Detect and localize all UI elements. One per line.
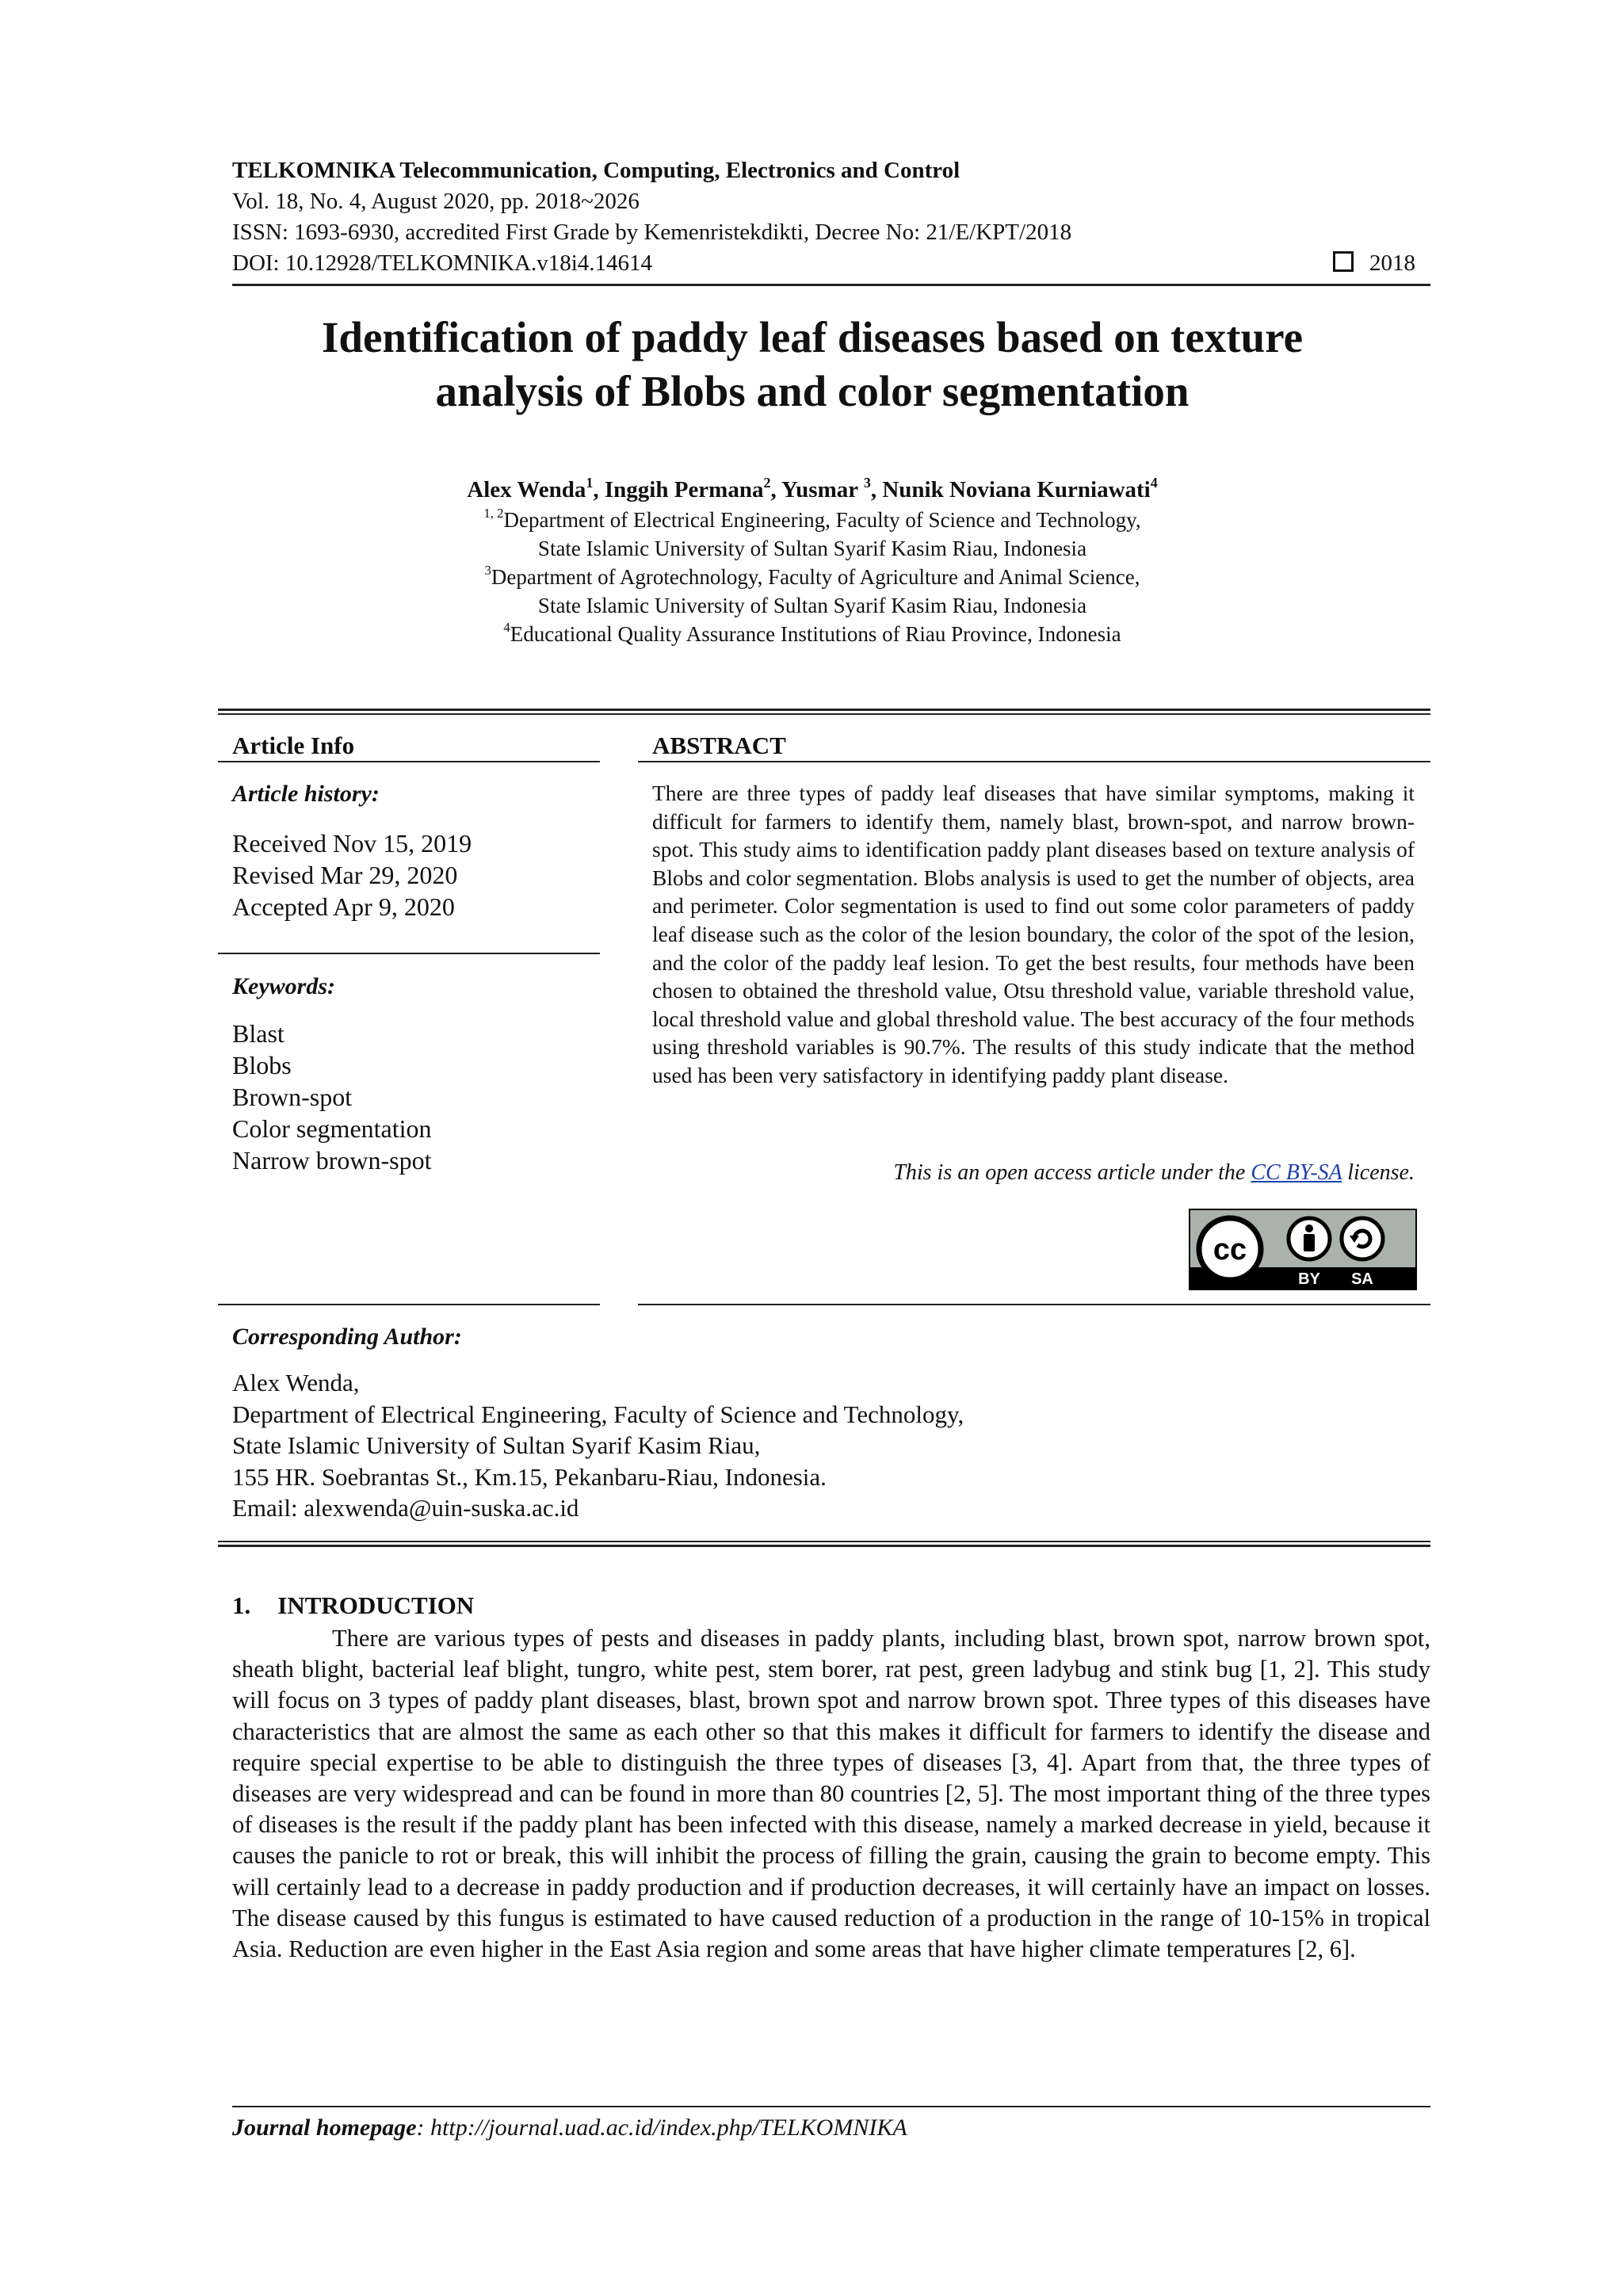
introduction-paragraph: There are various types of pests and diseases in paddy plants, including blast, brown spot, narrow brown spot, sheath blight, bacterial leaf blight, tungro, white pest, stem borer, rat pest, green ladybug and stink bug [1, 2]. This study will focus on 3 types of paddy plant diseases, blast, brown spot and narrow brown spot. Three types of this diseases have characteristics that are almost the same as each other so that this makes it difficult for farmers to identify the disease and require special expertise to be able to distinguish the three types of diseases [3, 4]. Apart from that, the three types of diseases are very widespread and can be found in more than 80 countries [2, 5]. The most important thing of the three types of diseases is the result if the paddy plant has been infected with this disease, namely a marked decrease in yield, because it causes the panicle to rot or break, this will inhibit the process of filling the grain, causing the grain to become empty. This will certainly lead to a decrease in paddy production and if production decreases, it will certainly have an impact on losses. The disease caused by this fungus is estimated to have caused reduction of a production in the range of 10-15% in tropical Asia. Reduction are even higher in the East Asia region and some areas that have higher climate temperatures [2, 6].	[232, 1625, 1430, 1963]
journal-volume: Vol. 18, No. 4, August 2020, pp. 2018~2026	[232, 189, 640, 214]
article-info-bottom-rule	[218, 1304, 600, 1305]
journal-issn: ISSN: 1693-6930, accredited First Grade by Kemenristekdikti, Decree No: 21/E/KPT/2018	[232, 220, 1072, 245]
square-bullet-icon	[1333, 251, 1354, 272]
corresponding-author-heading: Corresponding Author:	[232, 1324, 462, 1350]
affiliation-text: Educational Quality Assurance Institutions of Riau Province, Indonesia	[510, 622, 1121, 646]
abstract-rule	[638, 761, 1430, 762]
svg-text:cc: cc	[1212, 1233, 1247, 1266]
author-name: Yusmar	[781, 477, 858, 502]
corresponding-line: Email: alexwenda@uin-suska.ac.id	[232, 1494, 579, 1522]
introduction-number: 1.	[232, 1591, 251, 1619]
footer-url[interactable]: : http://journal.uad.ac.id/index.php/TELKOMNIKA	[416, 2115, 907, 2141]
abstract-bottom-rule	[638, 1304, 1430, 1305]
corresponding-line: Alex Wenda,	[232, 1369, 360, 1396]
cc-badge-graphic	[1189, 1209, 1417, 1290]
keyword-item: Blast	[232, 1019, 285, 1048]
affiliation-line	[182, 563, 1442, 591]
author-sup: 4	[1150, 474, 1158, 491]
affiliation-text: Department of Agrotechnology, Faculty of Agriculture and Animal Science,	[491, 565, 1140, 589]
corresponding-line: Department of Electrical Engineering, Faculty of Science and Technology,	[232, 1400, 964, 1428]
introduction-body	[232, 1623, 1430, 1965]
author-sup: 2	[763, 474, 771, 491]
keywords-heading: Keywords:	[232, 973, 335, 999]
affiliation-text: State Islamic University of Sultan Syarif Kasim Riau, Indonesia	[537, 594, 1087, 617]
keywords-rule	[218, 953, 600, 954]
open-access-suffix: license.	[1342, 1160, 1415, 1185]
badge-by-label: BY	[1298, 1270, 1320, 1288]
info-top-rule-thin	[218, 713, 1430, 715]
article-info-heading: Article Info	[232, 732, 355, 759]
affiliation-sup: 4	[503, 620, 510, 636]
info-top-rule	[218, 709, 1430, 711]
journal-name: TELKOMNIKA Telecommunication, Computing, Electronics and Control	[232, 158, 960, 183]
abstract-heading: ABSTRACT	[652, 732, 786, 759]
introduction-heading	[232, 1591, 474, 1620]
author-name: Inggih Permana	[604, 477, 764, 502]
affiliation-sup: 1, 2	[483, 506, 504, 521]
badge-sa-label: SA	[1351, 1270, 1373, 1288]
keyword-item: Color segmentation	[232, 1114, 432, 1143]
accepted-date: Accepted Apr 9, 2020	[232, 892, 455, 921]
affiliation-text: State Islamic University of Sultan Syarif Kasim Riau, Indonesia	[537, 537, 1087, 560]
corresponding-line: 155 HR. Soebrantas St., Km.15, Pekanbaru-Riau, Indonesia.	[232, 1462, 827, 1491]
affiliation-text: Department of Electrical Engineering, Faculty of Science and Technology,	[503, 508, 1141, 532]
share-alike-icon	[1342, 1218, 1383, 1259]
abstract-text: There are three types of paddy leaf diseases that have similar symptoms, making it difficult for farmers to identify them, namely blast, brown-spot, and narrow brown-spot. This study aims to identification paddy plant diseases based on texture analysis of Blobs and color segmentation. Blobs analysis is used to get the number of objects, area and perimeter. Color segmentation is used to find out some color parameters of paddy leaf disease such as the color of the lesion boundary, the color of the spot of the lesion, and the color of the paddy leaf lesion. To get the best results, four methods have been chosen to obtained the threshold value, Otsu threshold value, variable threshold value, local threshold value and global threshold value. The best accuracy of the four methods using threshold variables is 90.7%. The results of this study indicate that the method used has been very satisfactory in identifying paddy plant disease.	[652, 781, 1415, 1087]
page-number: 2018	[1369, 250, 1415, 276]
affiliation-line	[182, 506, 1442, 534]
footer	[232, 2115, 907, 2141]
header-rule	[232, 284, 1430, 286]
paper-title	[182, 311, 1442, 418]
cc-by-sa-link[interactable]: CC BY-SA	[1251, 1160, 1342, 1185]
author-sup: 3	[863, 474, 871, 491]
author-name: Nunik Noviana Kurniawati	[882, 477, 1151, 502]
footer-label: Journal homepage	[232, 2115, 417, 2141]
page-number-block	[1333, 248, 1415, 278]
affiliation-sup: 3	[484, 563, 491, 579]
open-access-prefix: This is an open access article under the	[893, 1160, 1251, 1185]
keyword-item: Narrow brown-spot	[232, 1146, 432, 1175]
footer-rule	[232, 2106, 1430, 2107]
journal-doi: DOI: 10.12928/TELKOMNIKA.v18i4.14614	[232, 250, 653, 276]
affiliation-line	[182, 591, 1442, 620]
article-info-rule	[218, 761, 600, 762]
corresponding-bottom-rule-thick	[218, 1545, 1430, 1547]
cc-by-sa-badge[interactable]	[1189, 1209, 1417, 1290]
article-history-heading: Article history:	[232, 781, 380, 807]
introduction-title: INTRODUCTION	[277, 1591, 475, 1619]
affiliation-line	[182, 534, 1442, 563]
corresponding-author-block	[232, 1367, 964, 1524]
received-date: Received Nov 15, 2019	[232, 829, 472, 858]
paper-title-line2: analysis of Blobs and color segmentation	[435, 367, 1190, 415]
revised-date: Revised Mar 29, 2020	[232, 861, 458, 889]
keyword-item: Blobs	[232, 1051, 292, 1079]
paper-title-line1: Identification of paddy leaf diseases based on texture	[321, 313, 1304, 361]
author-list: Alex Wenda$^1$, Inggih Permana$^2$, Yusmar $^3$, Nunik Noviana Kurniawati$^4$	[467, 474, 1158, 502]
author-sup: 1	[586, 474, 594, 491]
affiliation-line	[182, 620, 1442, 648]
open-access-note	[652, 1160, 1415, 1186]
corresponding-line: State Islamic University of Sultan Syarif Kasim Riau,	[232, 1431, 761, 1459]
corresponding-bottom-rule	[218, 1541, 1430, 1542]
keyword-item: Brown-spot	[232, 1083, 353, 1111]
author-name: Alex Wenda	[467, 477, 586, 502]
